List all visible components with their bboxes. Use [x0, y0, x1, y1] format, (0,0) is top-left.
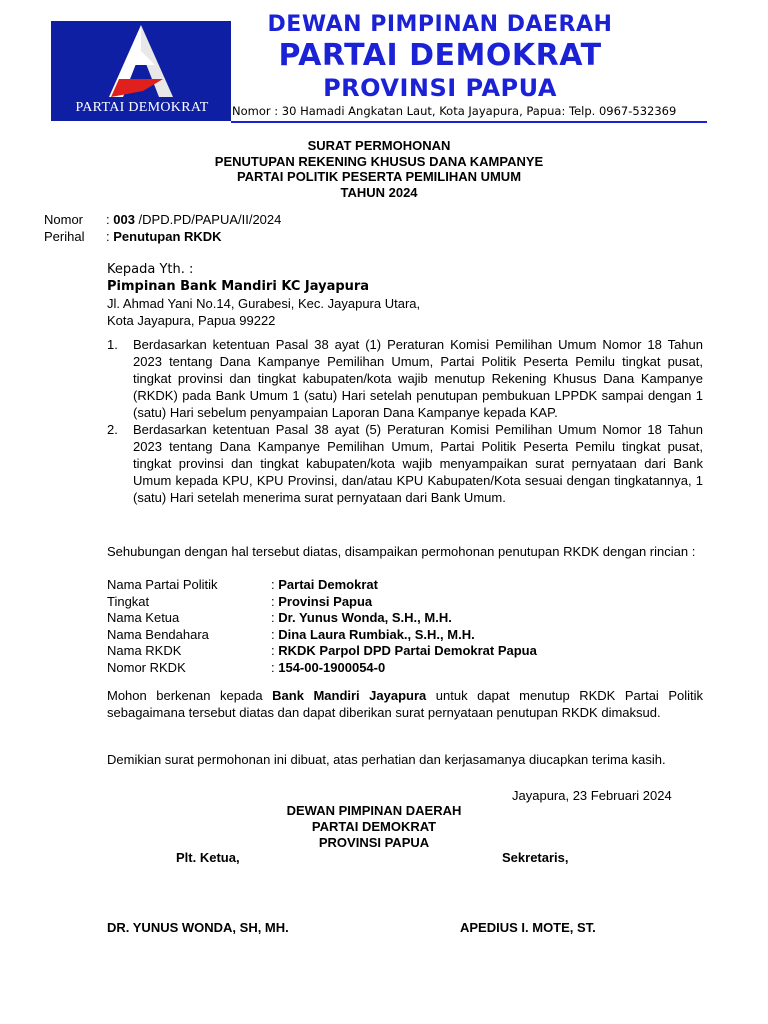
- addressee-address2: Kota Jayapura, Papua 99222: [107, 313, 276, 328]
- perihal-label: Perihal: [44, 229, 85, 244]
- list-item: [107, 421, 703, 506]
- letterhead-rule: [231, 121, 707, 123]
- title-line: PENUTUPAN REKENING KHUSUS DANA KAMPANYE: [214, 153, 544, 169]
- org-line: PARTAI DEMOKRAT: [311, 819, 437, 834]
- title-line: PARTAI POLITIK PESERTA PEMILIHAN UMUM: [236, 169, 522, 184]
- addressee-address1: Jl. Ahmad Yani No.14, Gurabesi, Kec. Jayapura Utara,: [107, 296, 421, 311]
- right-signatory-name: APEDIUS I. MOTE, ST.: [460, 920, 596, 935]
- left-signatory-title: Plt. Ketua,: [176, 850, 240, 865]
- closing-paragraph: Demikian surat permohonan ini dibuat, atas perhatian dan kerjasamanya diucapkan terima kasih.: [107, 752, 666, 767]
- letterhead: [0, 0, 768, 130]
- right-signatory-title: Sekretaris,: [502, 850, 569, 865]
- title-line: SURAT PERMOHONAN: [307, 138, 451, 153]
- list-item: [107, 336, 703, 421]
- letter-title: [100, 138, 658, 200]
- nomor-value: : 003 /DPD.PD/PAPUA/II/2024: [106, 212, 282, 227]
- bank-name: Bank Mandiri Jayapura: [272, 688, 427, 703]
- org-line: PROVINSI PAPUA: [318, 835, 430, 850]
- nomor-label: Nomor: [44, 212, 84, 227]
- list-text: Berdasarkan ketentuan Pasal 38 ayat (5) Peraturan Komisi Pemilihan Umum Nomor 18 Tahun 2023 tentang Dana Kampanye Pemilihan Umum, Partai Politik Peserta Pemilu tingkat pusat, tingkat provinsi dan tingkat kabupaten/kota wajib menyampaikan surat pernyataan dari Bank Umum kepada KPU, KPU Provinsi, dan/atau KPU Kabupaten/Kota sesuai dengan tingkatannya, 1 (satu) Hari setelah menerima surat pernyataan dari Bank Umum.: [133, 422, 703, 505]
- intro-paragraph: Sehubungan dengan hal tersebut diatas, disampaikan permohonan penutupan RKDK dengan rincian :: [107, 544, 696, 559]
- addressee: [107, 261, 420, 329]
- org-line: DEWAN PIMPINAN DAERAH: [286, 803, 462, 818]
- legal-basis-list: [107, 336, 703, 506]
- list-number: 2.: [107, 422, 118, 437]
- party-logo: [51, 21, 231, 121]
- list-text: Berdasarkan ketentuan Pasal 38 ayat (1) Peraturan Komisi Pemilihan Umum Nomor 18 Tahun 2023 tentang Dana Kampanye Pemilihan Umum, Partai Politik Peserta Pemilu tingkat pusat, tingkat provinsi dan tingkat kabupaten/kota wajib menutup Rekening Khusus Dana Kampanye (RKDK) pada Bank Umum 1 (satu) Hari setelah penutupan pembukuan LPPDK sampai dengan 1 (satu) Hari sebelum penyampaian Laporan Dana Kampanye kepada KAP.: [133, 337, 703, 420]
- title-line: TAHUN 2024: [340, 184, 418, 200]
- greeting: Kepada Yth. :: [107, 262, 194, 277]
- letterhead-line3: PROVINSI PAPUA: [323, 74, 557, 102]
- nomor-number: 003: [113, 212, 135, 227]
- letterhead-line2: PARTAI DEMOKRAT: [278, 38, 602, 73]
- signing-organization: [240, 803, 508, 851]
- letterhead-line1: DEWAN PIMPINAN DAERAH: [267, 12, 613, 37]
- perihal-value: : Penutupan RKDK: [106, 229, 222, 244]
- letter-date: Jayapura, 23 Februari 2024: [512, 788, 672, 803]
- list-number: 1.: [107, 337, 118, 352]
- addressee-name: Pimpinan Bank Mandiri KC Jayapura: [107, 279, 370, 294]
- left-signatory-name: DR. YUNUS WONDA, SH, MH.: [107, 920, 289, 935]
- request-paragraph: Mohon berkenan kepada Bank Mandiri Jayapura untuk dapat menutup RKDK Partai Politik sebagaimana tersebut diatas dan dapat diberikan surat pernyataan penutupan RKDK dimaksud.: [107, 688, 703, 720]
- logo-text: PARTAI DEMOKRAT: [75, 100, 209, 115]
- letterhead-address: Nomor : 30 Hamadi Angkatan Laut, Kota Jayapura, Papua: Telp. 0967-532369: [232, 104, 677, 118]
